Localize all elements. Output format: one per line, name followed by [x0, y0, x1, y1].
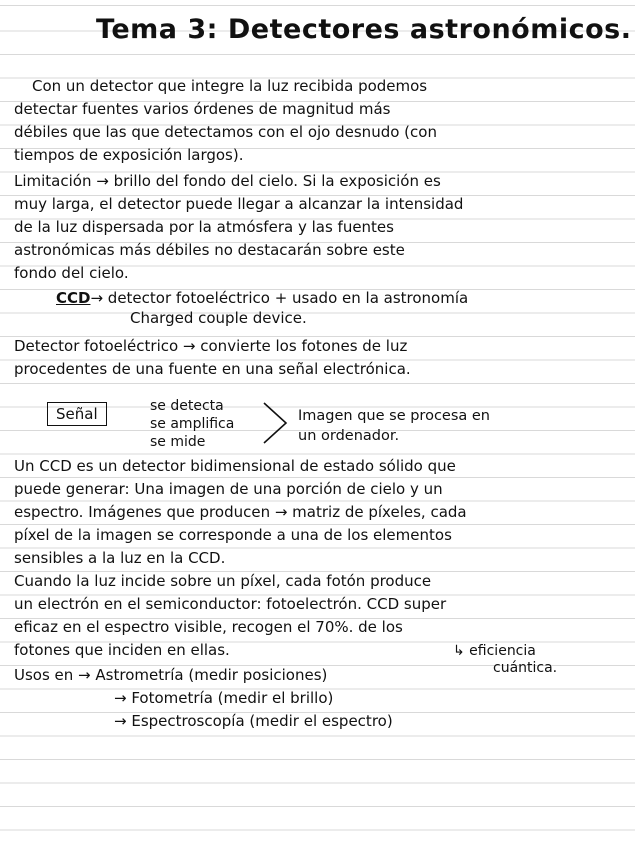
intro-paragraph — [14, 75, 614, 167]
page-title: Tema 3: Detectores astronómicos. — [96, 14, 632, 45]
ccd-abbreviation: CCD — [56, 289, 91, 307]
ccd-body-paragraph — [14, 455, 614, 662]
signal-result — [298, 406, 598, 446]
text-line: ↳ eficiencia — [453, 643, 536, 659]
text-line: Con un detector que integre la luz recibida podemos — [32, 77, 428, 95]
ccd-definition — [56, 288, 596, 328]
signal-label-box: Señal — [47, 402, 107, 426]
ccd-description: → detector fotoeléctrico + usado en la astronomía — [90, 289, 469, 307]
text-line: puede generar: Una imagen de una porción de cielo y un — [14, 480, 443, 498]
signal-step: se mide — [150, 434, 206, 450]
signal-steps — [150, 397, 260, 451]
ccd-expansion: Charged couple device. — [130, 309, 307, 327]
signal-step: se detecta — [150, 398, 224, 414]
text-line: cuántica. — [493, 660, 558, 676]
text-line: eficaz en el espectro visible, recogen el 70%. de los — [14, 618, 403, 636]
ccd-definition-line — [56, 288, 596, 308]
text-line: píxel de la imagen se corresponde a una de los elementos — [14, 526, 452, 544]
text-line: un ordenador. — [298, 428, 400, 444]
text-line: sensibles a la luz en la CCD. — [14, 549, 226, 567]
text-line: Un CCD es un detector bidimensional de estado sólido que — [14, 457, 456, 475]
text-line: espectro. Imágenes que producen → matriz de píxeles, cada — [14, 503, 467, 521]
text-line: débiles que las que detectamos con el ojo desnudo (con — [14, 123, 437, 141]
text-line: muy larga, el detector puede llegar a alcanzar la intensidad — [14, 195, 464, 213]
text-line: Imagen que se procesa en — [298, 408, 490, 424]
text-line: procedentes de una fuente en una señal electrónica. — [14, 360, 411, 378]
text-line: fotones que inciden en ellas. — [14, 641, 230, 659]
text-line: un electrón en el semiconductor: fotoelectrón. CCD super — [14, 595, 447, 613]
text-line: astronómicas más débiles no destacarán sobre este — [14, 241, 405, 259]
text-line: Detector fotoeléctrico → convierte los fotones de luz — [14, 337, 408, 355]
list-item: → Fotometría (medir el brillo) — [114, 689, 334, 707]
chevron-right-icon — [262, 401, 288, 445]
text-line: detectar fuentes varios órdenes de magnitud más — [14, 100, 391, 118]
uses-list — [14, 664, 614, 733]
text-line: Limitación → brillo del fondo del cielo. Si la exposición es — [14, 172, 441, 190]
text-line: fondo del cielo. — [14, 264, 129, 282]
text-line: de la luz dispersada por la atmósfera y las fuentes — [14, 218, 394, 236]
text-line: tiempos de exposición largos). — [14, 146, 244, 164]
signal-step: se amplifica — [150, 416, 235, 432]
list-item: → Espectroscopía (medir el espectro) — [114, 712, 393, 730]
photoelectric-paragraph — [14, 335, 614, 381]
limitation-paragraph — [14, 170, 614, 285]
text-line: Cuando la luz incide sobre un píxel, cada fotón produce — [14, 572, 432, 590]
uses-lead: Usos en → Astrometría (medir posiciones) — [14, 666, 328, 684]
